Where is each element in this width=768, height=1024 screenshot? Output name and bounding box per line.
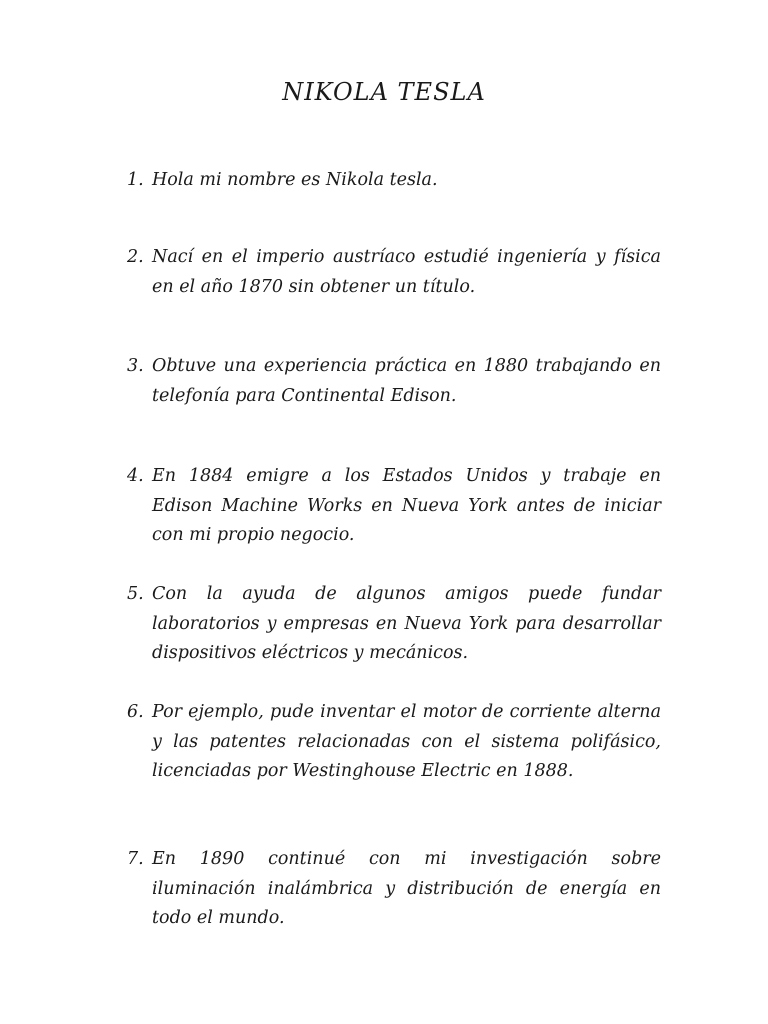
list-item-number: 6. [127,702,144,722]
list-item-6 [127,698,661,787]
list-item-text: Hola mi nombre es Nikola tesla. [152,170,438,190]
list-item-7 [127,845,661,934]
list-item-text: Por ejemplo, pude inventar el motor de corriente alterna y las patentes relacionadas con el sistema polifásico, licenciadas por Westinghouse Electric en 1888. [152,702,661,781]
list-item-text: Nací en el imperio austríaco estudié ingeniería y física en el año 1870 sin obtener un título. [152,247,661,297]
list-item-5 [127,580,661,669]
list-item-3 [127,352,661,411]
page-title: NIKOLA TESLA [282,78,486,106]
list-item-text: Con la ayuda de algunos amigos puede fundar laboratorios y empresas en Nueva York para desarrollar dispositivos eléctricos y mecánicos. [152,584,661,663]
list-item-4 [127,462,661,551]
list-item-text: En 1884 emigre a los Estados Unidos y trabaje en Edison Machine Works en Nueva York antes de iniciar con mi propio negocio. [152,466,661,545]
list-item-number: 1. [127,170,144,190]
list-item-1 [127,166,661,196]
list-item-number: 2. [127,247,144,267]
list-item-number: 3. [127,356,144,376]
list-item-number: 7. [127,849,144,869]
list-item-number: 4. [127,466,144,486]
list-item-number: 5. [127,584,144,604]
list-item-text: En 1890 continué con mi investigación sobre iluminación inalámbrica y distribución de energía en todo el mundo. [152,849,661,928]
list-item-text: Obtuve una experiencia práctica en 1880 trabajando en telefonía para Continental Edison. [152,356,661,406]
list-item-2 [127,243,661,302]
